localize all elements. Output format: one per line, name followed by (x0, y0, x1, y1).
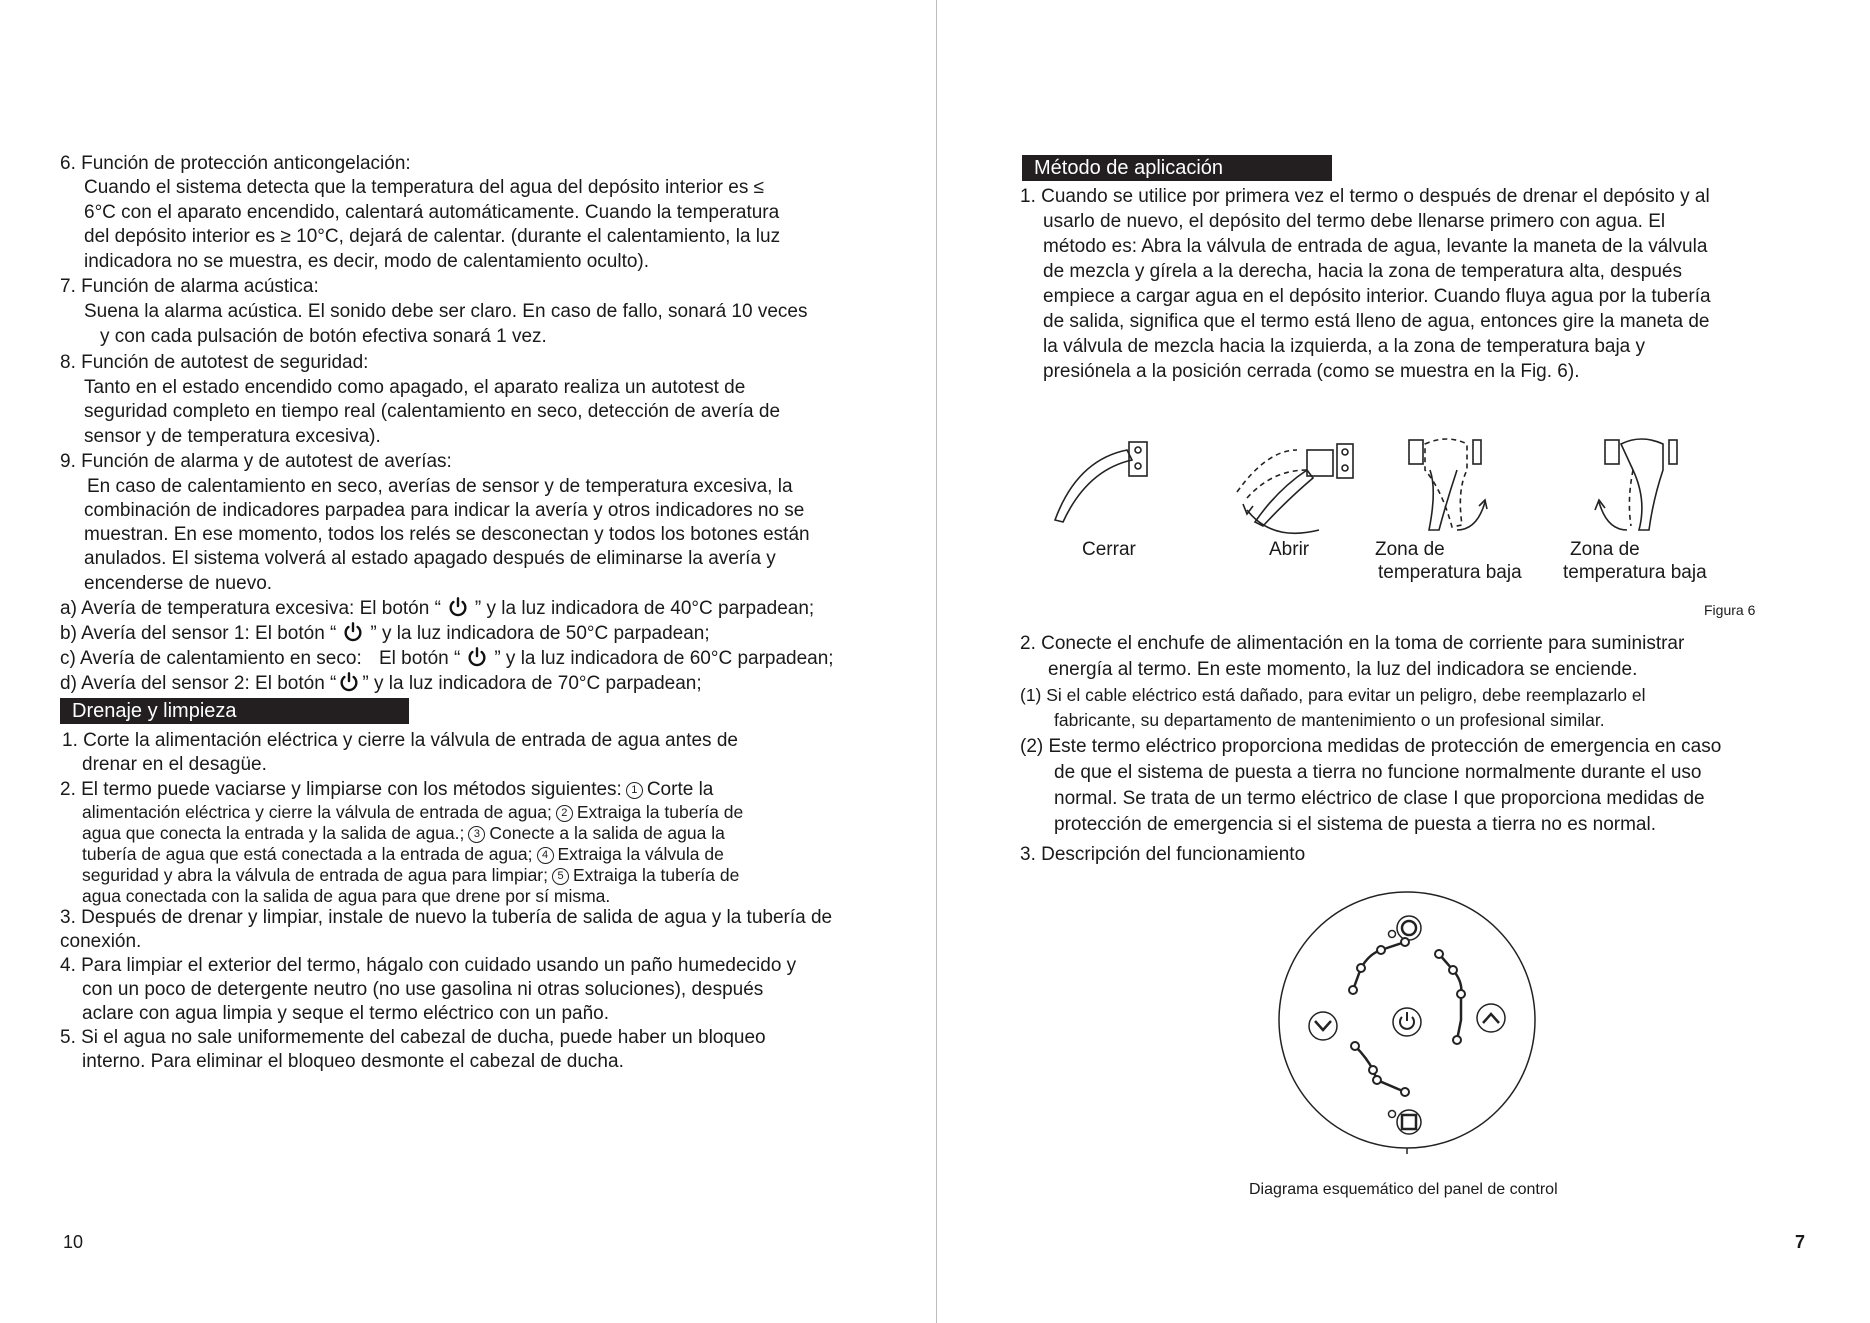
p2-sub2: normal. Se trata de un termo eléctrico de clase I que proporciona medidas de (1054, 788, 1705, 809)
circled-number: 2 (556, 805, 573, 822)
drain-p2: tubería de agua que está conectada a la entrada de agua; 4 Extraiga la válvula de (82, 844, 724, 864)
s9-line: muestran. En ese momento, todos los relés se desconectan y todos los botones están (84, 524, 810, 545)
drain-p2: 2. El termo puede vaciarse y limpiarse con los métodos siguientes: 1 Corte la (60, 779, 714, 800)
section-header-metodo: Método de aplicación (1022, 155, 1332, 181)
drain-p3: 3. Después de drenar y limpiar, instale de nuevo la tubería de salida de agua y la tubería de (60, 907, 833, 928)
page-number: 7 (1795, 1232, 1806, 1252)
power-icon (338, 671, 360, 693)
drain-p2: seguridad y abra la válvula de entrada de agua para limpiar; 5 Extraiga la tubería de (82, 865, 740, 885)
fig-label-cerrar: Cerrar (1082, 539, 1136, 560)
fig-label-zona: Zona de (1375, 539, 1445, 560)
circled-number: 4 (537, 847, 554, 864)
p2-sub2: de que el sistema de puesta a tierra no funcione normalmente durante el uso (1054, 762, 1702, 783)
drain-p5: 5. Si el agua no sale uniformemente del cabezal de ducha, puede haber un bloqueo (60, 1027, 766, 1048)
fig-label-zona: temperatura baja (1563, 562, 1707, 583)
s7-title: 7. Función de alarma acústica: (60, 276, 319, 297)
s8-line: seguridad completo en tiempo real (calentamiento en seco, detección de avería de (84, 401, 781, 422)
power-icon (466, 646, 488, 668)
fig-label-zona: Zona de (1570, 539, 1640, 560)
circled-number: 5 (552, 868, 569, 885)
s9-line: encenderse de nuevo. (84, 573, 273, 594)
power-icon (447, 596, 469, 618)
p3-title: 3. Descripción del funcionamiento (1020, 844, 1306, 865)
method-line: 1. Cuando se utilice por primera vez el termo o después de drenar el depósito y al (1020, 186, 1710, 207)
method-line: presiónela a la posición cerrada (como se muestra en la Fig. 6). (1043, 361, 1580, 382)
method-line: usarlo de nuevo, el depósito del termo debe llenarse primero con agua. El (1043, 211, 1666, 232)
p2-sub1: fabricante, su departamento de mantenimiento o un profesional similar. (1054, 710, 1605, 730)
fault-b: b) Avería del sensor 1: El botón “ ” y la luz indicadora de 50°C parpadean; (60, 623, 710, 644)
drain-p2: agua conectada con la salida de agua para que drene por sí misma. (82, 886, 611, 906)
circled-number: 1 (626, 782, 643, 799)
valve-rotate-left-icon (1595, 439, 1677, 530)
s9-line: combinación de indicadores parpadea para indicar la avería y otros indicadores no se (84, 500, 805, 521)
drain-p1: 1. Corte la alimentación eléctrica y cierre la válvula de entrada de agua antes de (62, 730, 738, 751)
panel-caption: Diagrama esquemático del panel de control (1249, 1181, 1558, 1198)
control-panel-diagram (1277, 890, 1537, 1160)
s8-line: sensor y de temperatura excesiva). (84, 426, 381, 447)
circled-number: 3 (468, 826, 485, 843)
s6-title: 6. Función de protección anticongelación: (60, 153, 411, 174)
drain-p3: conexión. (60, 931, 142, 952)
drain-p5: interno. Para eliminar el bloqueo desmonte el cabezal de ducha. (82, 1051, 624, 1072)
method-line: la válvula de mezcla hacia la izquierda, a la zona de temperatura baja y (1043, 336, 1646, 357)
mode-icon (1397, 916, 1421, 940)
drain-p4: con un poco de detergente neutro (no use gasolina ni otras soluciones), después (82, 979, 764, 1000)
method-line: de mezcla y gírela a la derecha, hacia la zona de temperatura alta, después (1043, 261, 1682, 282)
s6-line: del depósito interior es ≥ 10°C, dejará de calentar. (durante el calentamiento, la luz (84, 226, 781, 247)
s7-line: Suena la alarma acústica. El sonido debe ser claro. En caso de fallo, sonará 10 veces (84, 301, 808, 322)
fault-a: a) Avería de temperatura excesiva: El botón “ ” y la luz indicadora de 40°C parpadean; (60, 598, 815, 619)
chevron-up-icon (1477, 1004, 1505, 1032)
p2-line: energía al termo. En este momento, la luz del indicadora se enciende. (1048, 659, 1638, 680)
s9-title: 9. Función de alarma y de autotest de averías: (60, 451, 452, 472)
drain-p2: alimentación eléctrica y cierre la válvula de entrada de agua; 2 Extraiga la tubería de (82, 802, 744, 822)
section-header-drenaje: Drenaje y limpieza (60, 698, 409, 724)
p2-sub2: protección de emergencia si el sistema de puesta a tierra no es normal. (1054, 814, 1656, 835)
drain-p4: aclare con agua limpia y seque el termo eléctrico con un paño. (82, 1003, 610, 1024)
timer-icon (1397, 1110, 1421, 1134)
figure-caption: Figura 6 (1704, 602, 1756, 618)
figure-6-illustration (1037, 430, 1737, 540)
s8-line: Tanto en el estado encendido como apagado, el aparato realiza un autotest de (84, 377, 746, 398)
chevron-down-icon (1309, 1012, 1337, 1040)
fig-label-zona: temperatura baja (1378, 562, 1522, 583)
drain-p1: drenar en el desagüe. (82, 754, 267, 775)
s8-title: 8. Función de autotest de seguridad: (60, 352, 369, 373)
right-page (937, 0, 1870, 1323)
s7-line: y con cada pulsación de botón efectiva sonará 1 vez. (100, 326, 547, 347)
valve-closed-icon (1055, 442, 1147, 522)
method-line: empiece a cargar agua en el depósito interior. Cuando fluya agua por la tubería (1043, 286, 1711, 307)
power-icon (1393, 1008, 1421, 1036)
page-number: 10 (63, 1232, 84, 1252)
valve-rotate-right-icon (1409, 439, 1487, 530)
p2-line: 2. Conecte el enchufe de alimentación en la toma de corriente para suministrar (1020, 633, 1685, 654)
method-line: de salida, significa que el termo está lleno de agua, entonces gire la maneta de (1043, 311, 1710, 332)
drain-p4: 4. Para limpiar el exterior del termo, hágalo con cuidado usando un paño humedecido y (60, 955, 797, 976)
fig-label-abrir: Abrir (1269, 539, 1310, 560)
s9-line: En caso de calentamiento en seco, averías de sensor y de temperatura excesiva, la (87, 476, 793, 497)
fault-c: c) Avería de calentamiento en seco: El botón “ ” y la luz indicadora de 60°C parpadean; (60, 648, 834, 669)
s9-line: anulados. El sistema volverá al estado apagado después de eliminarse la avería y (84, 548, 776, 569)
s6-line: 6°C con el aparato encendido, calentará automáticamente. Cuando la temperatura (84, 202, 780, 223)
fault-d: d) Avería del sensor 2: El botón “ ” y la luz indicadora de 70°C parpadean; (60, 673, 702, 694)
s6-line: Cuando el sistema detecta que la temperatura del agua del depósito interior es ≤ (84, 177, 765, 198)
method-line: método es: Abra la válvula de entrada de agua, levante la maneta de la válvula (1043, 236, 1708, 257)
valve-open-icon (1237, 444, 1353, 533)
p2-sub2: (2) Este termo eléctrico proporciona medidas de protección de emergencia en caso (1020, 736, 1722, 757)
s6-line: indicadora no se muestra, es decir, modo de calentamiento oculto). (84, 251, 650, 272)
p2-sub1: (1) Si el cable eléctrico está dañado, para evitar un peligro, debe reemplazarlo el (1020, 685, 1646, 705)
drain-p2: agua que conecta la entrada y la salida de agua.; 3 Conecte a la salida de agua la (82, 823, 725, 843)
power-icon (342, 621, 364, 643)
